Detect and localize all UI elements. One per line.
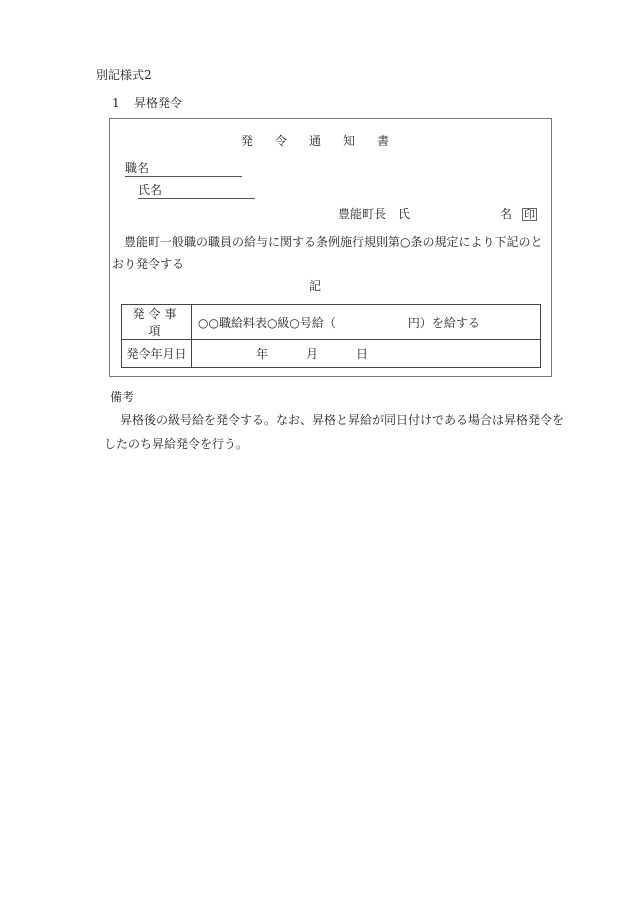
day-label: 日 bbox=[356, 347, 369, 361]
remarks-text: 昇格後の級号給を発令する。なお、昇格と昇給が同日付けである場合は昇格発令をしたのち昇給発令を行う。 bbox=[104, 413, 565, 451]
issuer: 豊能町長 氏 bbox=[338, 207, 411, 221]
year-label: 年 bbox=[256, 347, 269, 361]
salary-suffix-text: 円）を給する bbox=[407, 315, 480, 330]
ki-mark: 記 bbox=[308, 279, 321, 293]
table-row bbox=[122, 305, 541, 340]
table-row bbox=[122, 340, 541, 368]
job-title-field: 職名 bbox=[125, 160, 242, 177]
remarks-heading: 備考 bbox=[110, 390, 135, 404]
section-title: 昇格発令 bbox=[134, 96, 183, 110]
notice-title: 発令通知書 bbox=[240, 134, 411, 148]
seal-icon: 印 bbox=[524, 208, 536, 221]
order-item-label: 発令事項 bbox=[122, 305, 192, 340]
month-label: 月 bbox=[306, 347, 319, 361]
notice-body: 豊能町一般職の職員の給与に関する条例施行規則第○条の規定により下記のとおり発令する bbox=[112, 235, 543, 271]
issuer-seal bbox=[500, 205, 537, 222]
salary-grade-text: ○○職給料表○級○号給（ bbox=[198, 315, 336, 330]
section-number: 1 bbox=[112, 96, 120, 110]
name-field: 氏名 bbox=[138, 182, 255, 199]
order-date-value bbox=[192, 340, 541, 368]
form-label: 別記様式2 bbox=[96, 68, 152, 82]
order-item-value bbox=[192, 305, 541, 340]
notice-table bbox=[121, 304, 541, 368]
issuer-name-suffix: 名 bbox=[500, 207, 513, 221]
order-date-label: 発令年月日 bbox=[122, 340, 192, 368]
section-heading bbox=[112, 94, 182, 111]
